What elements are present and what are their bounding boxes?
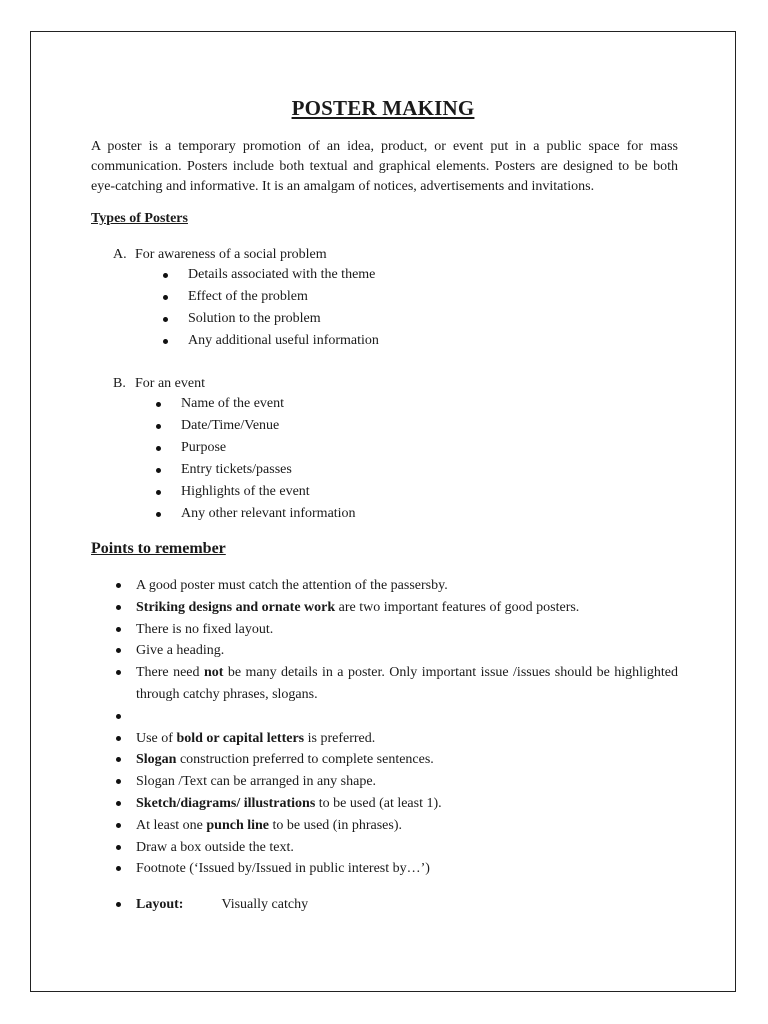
type-a-text: For awareness of a social problem <box>135 247 327 262</box>
list-item: Purpose <box>181 438 356 460</box>
layout-value: Visually catchy <box>221 897 309 913</box>
point-text: At least one <box>136 817 207 833</box>
point-item <box>136 793 678 815</box>
point-bold: punch line <box>206 817 270 833</box>
type-b-text: For an event <box>135 376 205 391</box>
list-item: Entry tickets/passes <box>181 460 356 482</box>
point-item: Draw a box outside the text. <box>136 837 678 859</box>
point-bold: not <box>203 665 224 681</box>
type-b-list <box>181 394 356 526</box>
layout-label: Layout: <box>136 897 184 913</box>
type-b-label <box>113 374 205 394</box>
point-text: Use of <box>136 730 177 746</box>
types-heading: Types of Posters <box>91 211 188 226</box>
point-bold: Striking designs and ornate work <box>136 599 336 615</box>
point-text: construction preferred to complete sentences. <box>176 752 434 768</box>
page-title: POSTER MAKING <box>291 96 475 120</box>
point-item <box>136 728 678 750</box>
point-item-layout <box>136 894 678 916</box>
list-item: Any other relevant information <box>181 504 356 526</box>
point-item <box>136 597 678 619</box>
type-a-list <box>188 265 379 353</box>
list-item: Any additional useful information <box>188 331 379 353</box>
list-item: Solution to the problem <box>188 309 379 331</box>
point-bold: Slogan <box>136 752 177 768</box>
list-item: Details associated with the theme <box>188 265 379 287</box>
point-item: There is no fixed layout. <box>136 619 678 641</box>
list-item: Name of the event <box>181 394 356 416</box>
point-item: Footnote (‘Issued by/Issued in public interest by…’) <box>136 858 678 880</box>
point-item <box>136 815 678 837</box>
point-item-empty <box>136 706 678 728</box>
list-item: Effect of the problem <box>188 287 379 309</box>
list-item: Date/Time/Venue <box>181 416 356 438</box>
point-text: to be used (at least 1). <box>315 795 442 811</box>
point-text: are two important features of good posters. <box>335 599 580 615</box>
point-item: Give a heading. <box>136 640 678 662</box>
point-bold: bold or capital letters <box>176 730 305 746</box>
points-heading: Points to remember <box>91 540 226 557</box>
type-a-label <box>113 245 327 265</box>
point-item: A good poster must catch the attention of the passersby. <box>136 575 678 597</box>
point-item <box>136 662 678 706</box>
type-b-marker: B. <box>113 376 126 391</box>
point-text: to be used (in phrases). <box>269 817 402 833</box>
point-text: is preferred. <box>304 730 376 746</box>
intro-paragraph: A poster is a temporary promotion of an idea, product, or event put in a public space for mass communication. Posters include both textual and graphical elements. Posters are designed to be both eye-catching and informative. It is an amalgam of notices, advertisements and invitations. <box>91 139 678 194</box>
points-list <box>136 575 678 916</box>
document-page <box>30 31 736 992</box>
type-a-marker: A. <box>113 247 127 262</box>
point-text: There need <box>136 665 204 681</box>
point-item: Slogan /Text can be arranged in any shape. <box>136 771 678 793</box>
point-text: be many details in a poster. Only important issue /issues should be highlighted through catchy phrases, slogans. <box>136 665 678 702</box>
point-item <box>136 749 678 771</box>
list-item: Highlights of the event <box>181 482 356 504</box>
point-bold: Sketch/diagrams/ illustrations <box>136 795 316 811</box>
